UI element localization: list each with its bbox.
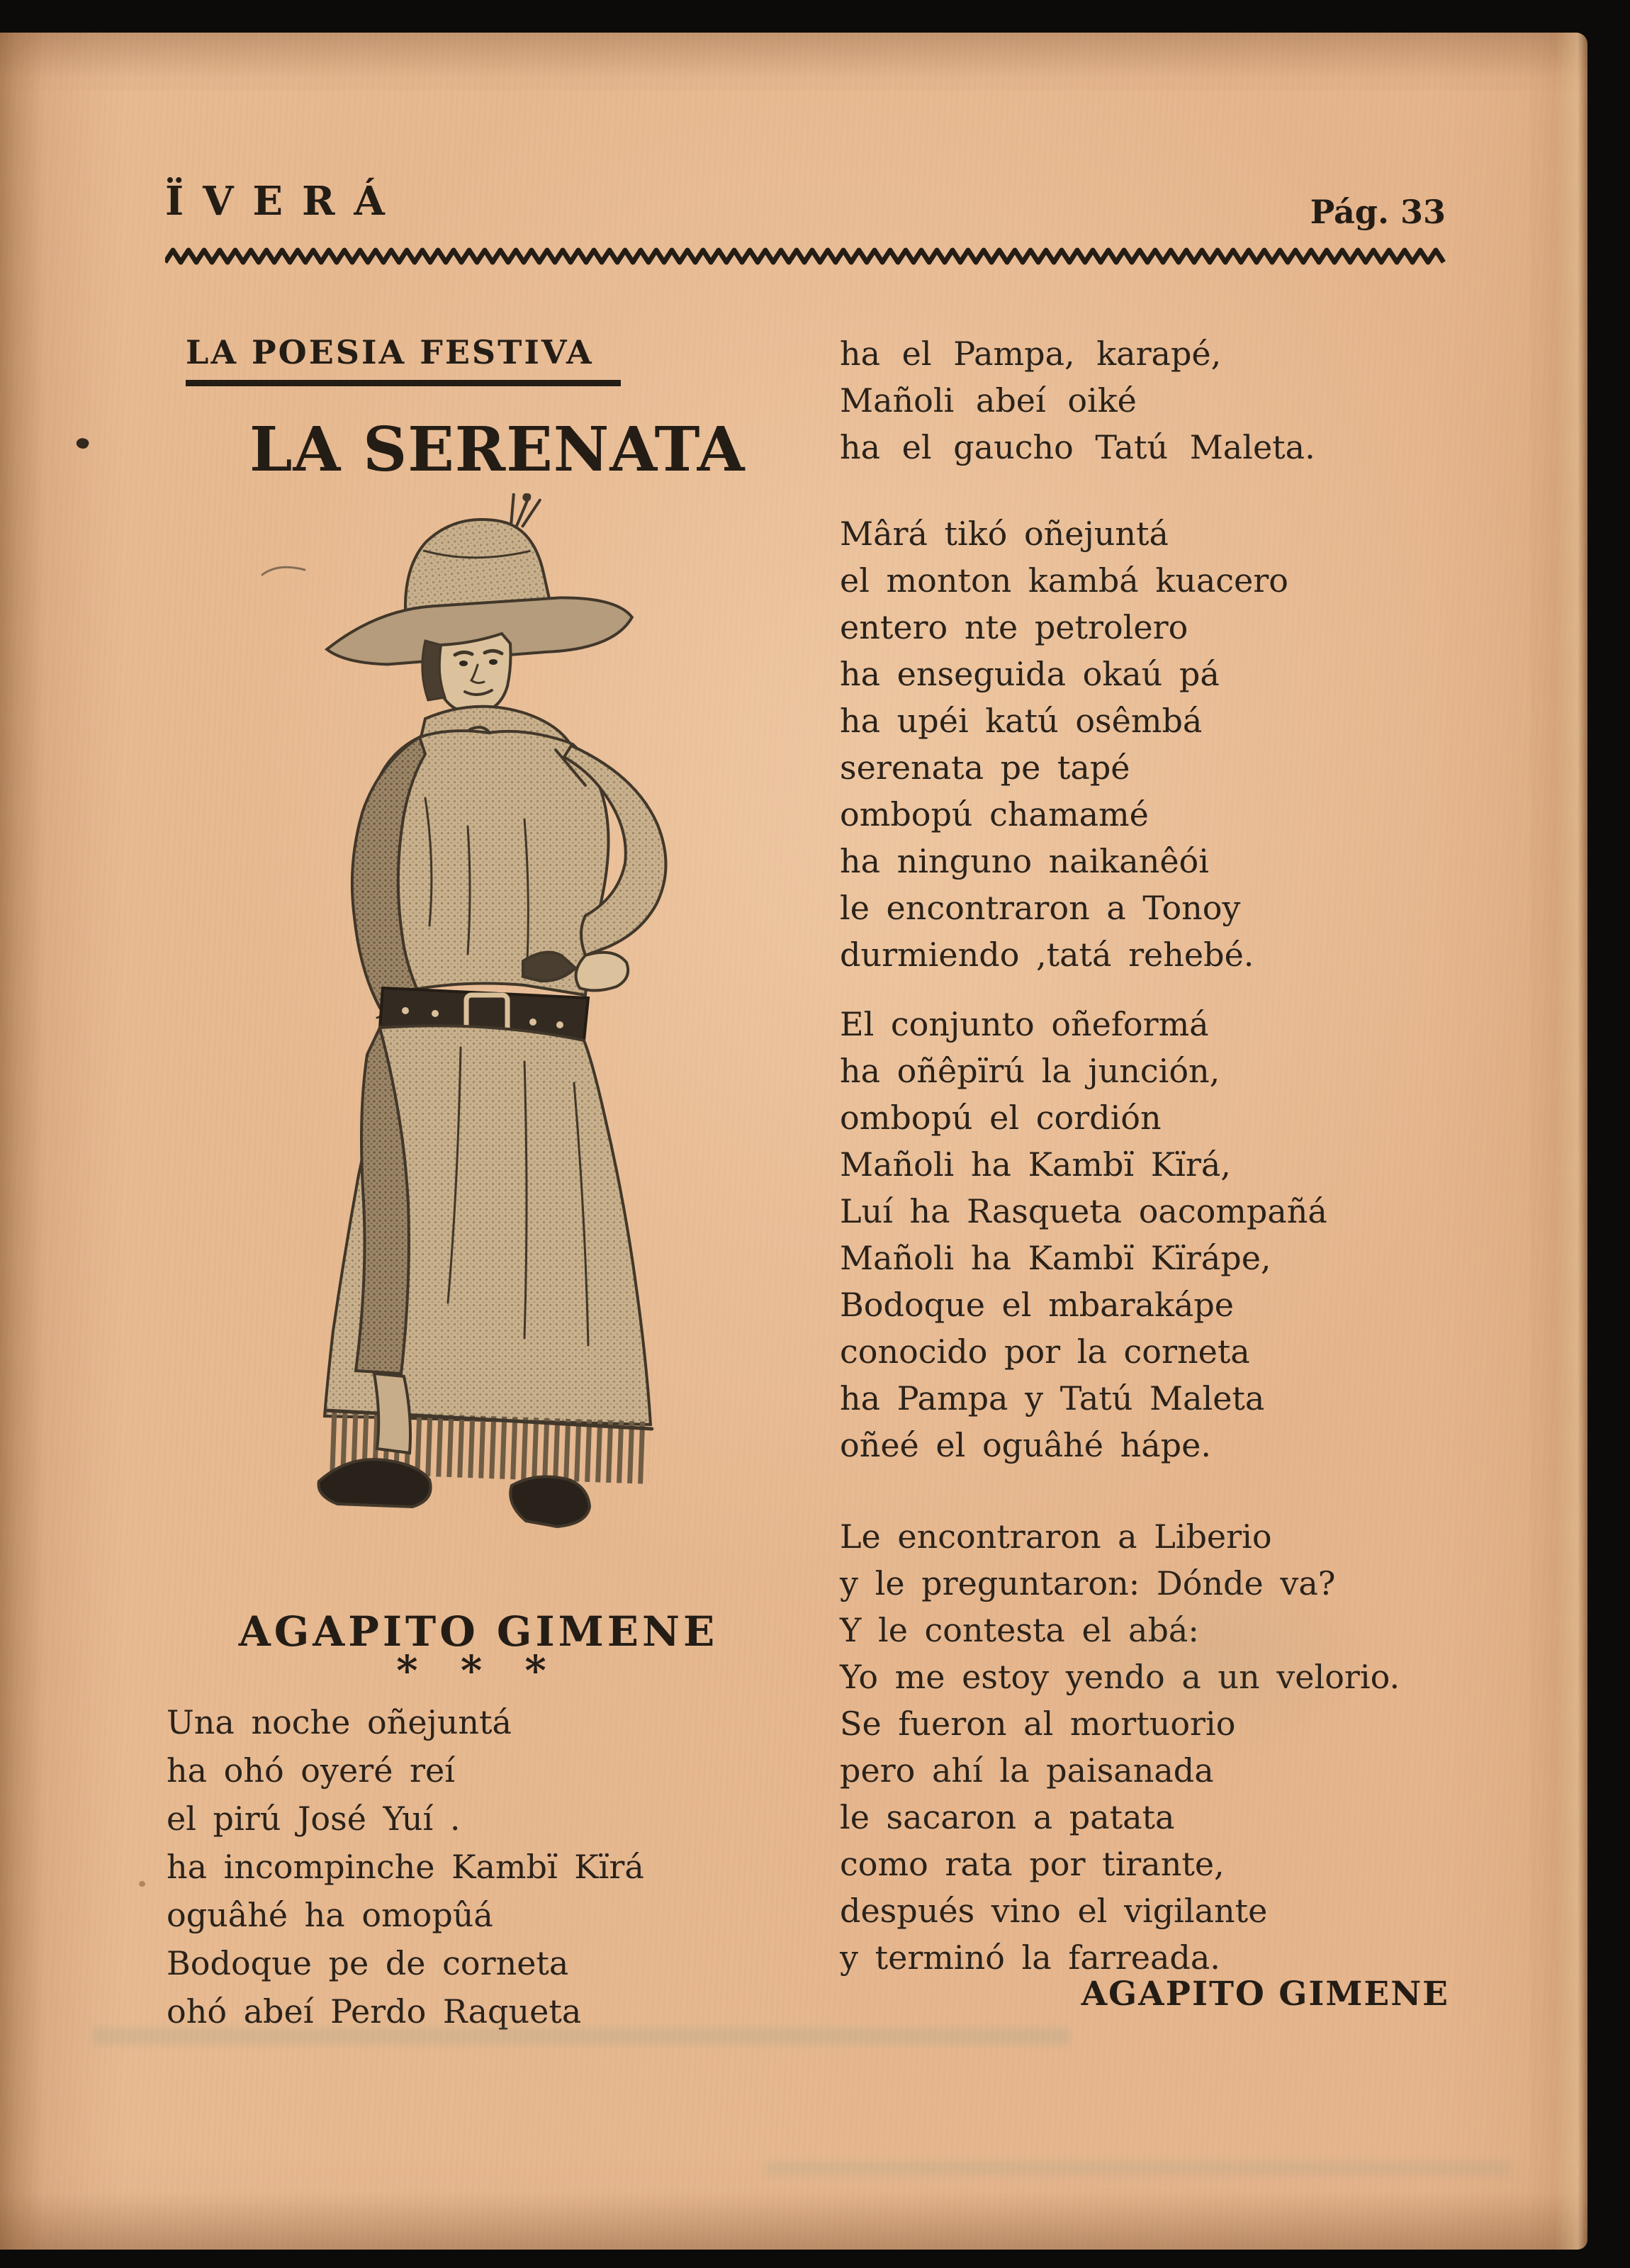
poem-line: Mârá tikó oñejuntá	[840, 515, 1169, 553]
poem-line: ohó abeí Perdo Raqueta	[167, 1992, 582, 2031]
poem-line: Bodoque pe de corneta	[167, 1944, 569, 1982]
gaucho-illustration	[191, 493, 730, 1549]
poem-line: Se fueron al mortuorio	[840, 1705, 1236, 1743]
ink-blot	[75, 436, 91, 451]
poem-line: el monton kambá kuacero	[840, 561, 1288, 600]
poem-line: Yo me estoy yendo a un velorio.	[840, 1658, 1400, 1696]
poem-line: Una noche oñejuntá	[167, 1703, 512, 1741]
scratch-mark	[262, 567, 305, 575]
poem-line: entero nte petrolero	[840, 608, 1188, 646]
poem-line: oguâhé ha omopûá	[167, 1896, 493, 1934]
page-number: Pág. 33	[1310, 193, 1446, 231]
showthrough-band	[92, 2027, 1070, 2045]
poem-line: conocido por la corneta	[840, 1332, 1250, 1371]
poem-line: ombopú chamamé	[840, 795, 1149, 833]
poem-line: Le encontraron a Liberio	[840, 1517, 1272, 1556]
poem-line: Mañoli ha Kambï Kïrá,	[840, 1145, 1231, 1184]
poem-line: pero ahí la paisanada	[840, 1751, 1214, 1790]
poem-line: ha el gaucho Tatú Maleta.	[840, 428, 1315, 466]
poem-line: serenata pe tapé	[840, 748, 1130, 787]
poem-line: El conjunto oñeformá	[840, 1005, 1209, 1043]
poem-line: Luí ha Rasqueta oacompañá	[840, 1192, 1327, 1230]
left-stanza	[167, 1698, 644, 2036]
poem-signature: AGAPITO GIMENE	[1081, 1975, 1449, 2014]
poem-line: como rata por tirante,	[840, 1845, 1225, 1883]
poem-line: Mañoli ha Kambï Kïrápe,	[840, 1239, 1271, 1277]
poem-line: y le preguntaron: Dónde va?	[840, 1564, 1336, 1602]
poem-line: ha Pampa y Tatú Maleta	[840, 1379, 1265, 1418]
poem-line: Mañoli abeí oiké	[840, 381, 1137, 420]
section-kicker: LA POESIA FESTIVA	[186, 333, 621, 386]
poem-line: durmiendo ,tatá rehebé.	[840, 936, 1254, 974]
poem-line: ombopú el cordión	[840, 1099, 1162, 1137]
right-stanza-1	[840, 330, 1315, 471]
poem-line: le encontraron a Tonoy	[840, 889, 1241, 927]
face	[422, 634, 511, 713]
poem-line: oñeé el oguâhé hápe.	[840, 1426, 1211, 1464]
poem-line: el pirú José Yuí .	[167, 1800, 461, 1838]
poem-line: le sacaron a patata	[840, 1798, 1175, 1836]
right-stanza-3	[840, 1001, 1327, 1469]
poem-line: después vino el vigilante	[840, 1892, 1268, 1930]
showthrough-band	[765, 2160, 1510, 2176]
author-heading: AGAPITO GIMENE	[238, 1607, 719, 1656]
stain-speck	[139, 1881, 145, 1887]
poem-line: ha ninguno naikanêói	[840, 842, 1209, 880]
wavy-rule	[165, 247, 1446, 268]
asterisk-ornament: * * *	[396, 1646, 561, 1695]
poem-line: Y le contesta el abá:	[840, 1611, 1199, 1649]
poem-line: ha ohó oyeré reí	[167, 1751, 455, 1790]
poem-line: ha incompinche Kambï Kïrá	[167, 1848, 644, 1886]
poem-title: LA SERENATA	[249, 414, 746, 485]
poem-line: Bodoque el mbarakápe	[840, 1286, 1234, 1324]
showthrough-blob	[1063, 1556, 1368, 1762]
poem-line: ha upéi katú osêmbá	[840, 702, 1203, 740]
masthead-title: ÏVERÁ	[165, 178, 404, 225]
poem-line: ha enseguida okaú pá	[840, 655, 1220, 693]
magazine-page	[0, 33, 1587, 2250]
chiripa-skirt	[325, 1026, 651, 1425]
right-stanza-2	[840, 510, 1288, 978]
poem-line: ha el Pampa, karapé,	[840, 335, 1222, 373]
poem-line: y terminó la farreada.	[840, 1938, 1220, 1977]
poem-line: ha oñêpïrú la junción,	[840, 1052, 1220, 1090]
